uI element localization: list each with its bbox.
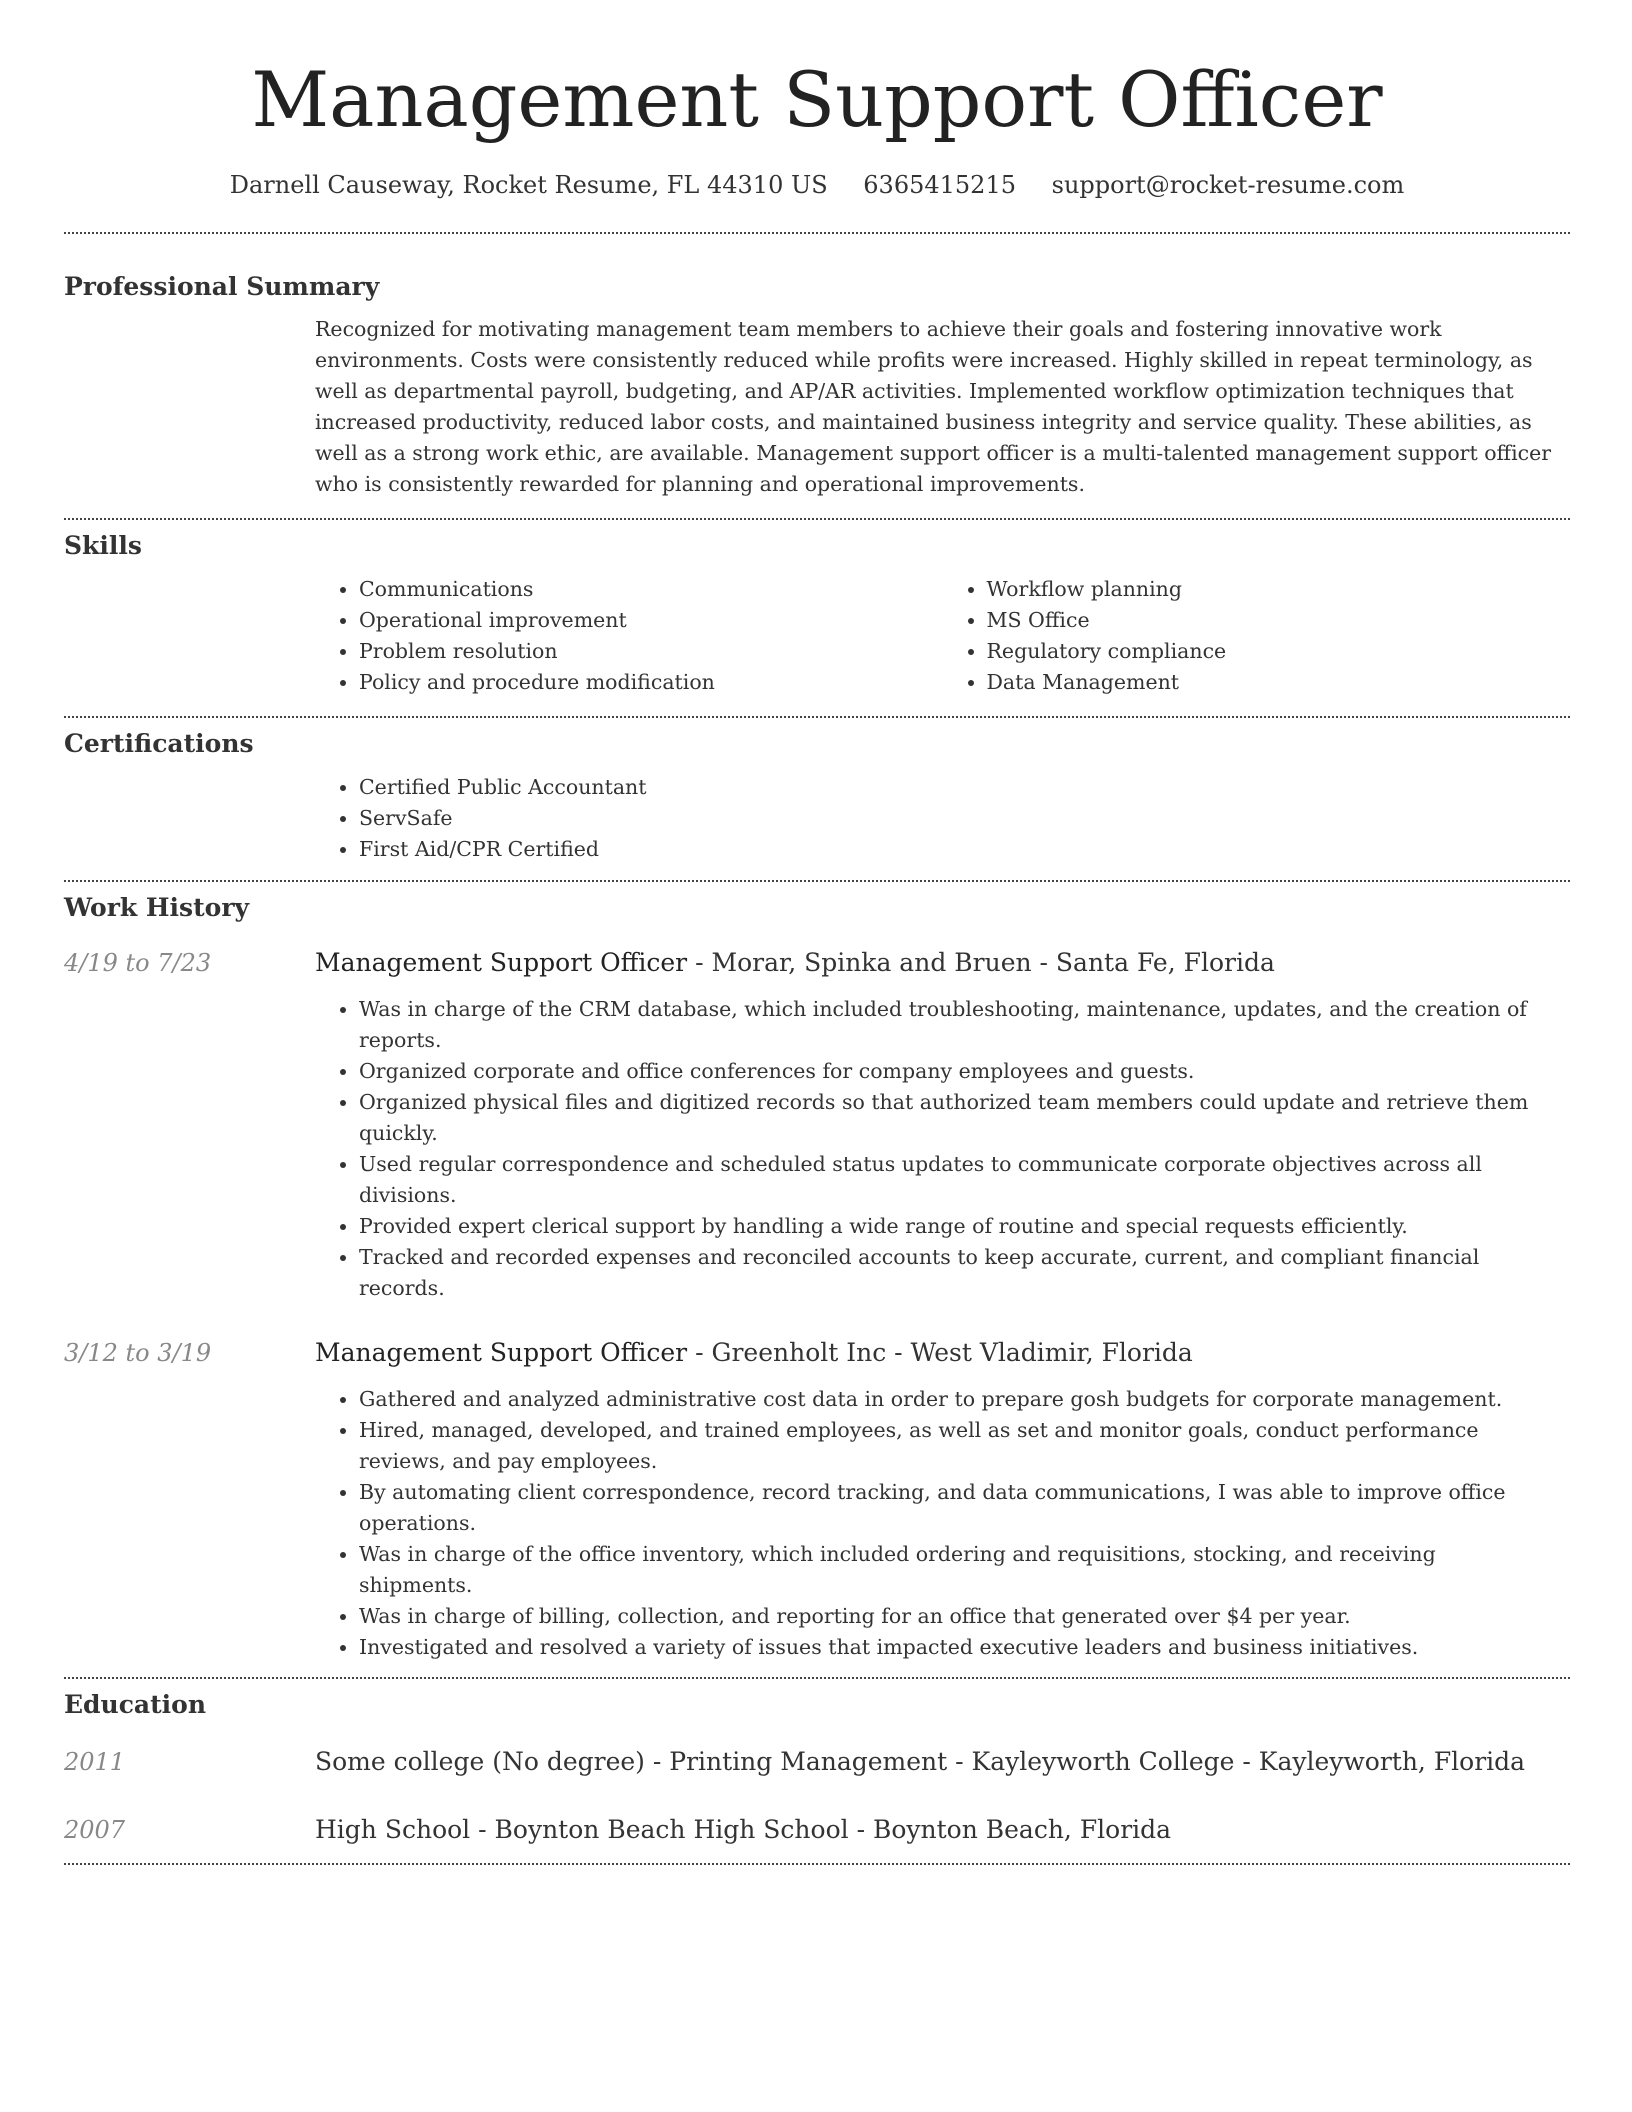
job-employer: - Greenholt Inc - West Vladimir, Florida <box>687 1338 1193 1367</box>
job-duties-list <box>315 1384 1550 1663</box>
skill-item: • Policy and procedure modification <box>359 667 943 698</box>
certification-item: • First Aid/CPR Certified <box>359 834 1570 865</box>
skills-section <box>64 529 1570 698</box>
education-entry <box>64 1813 1570 1847</box>
contact-line <box>64 168 1570 202</box>
divider <box>64 880 1570 882</box>
education-school: - Kayleyworth College - Kayleyworth, Florida <box>947 1747 1526 1776</box>
work-history-section <box>64 891 1570 1663</box>
skills-list-left <box>315 574 943 698</box>
divider <box>64 232 1570 234</box>
job-duty: • Organized physical files and digitized records so that authorized team members could update and retrieve them quickly. <box>359 1087 1550 1149</box>
phone: 6365415215 <box>863 171 1016 199</box>
job-duty: • Investigated and resolved a variety of issues that impacted executive leaders and business initiatives. <box>359 1632 1550 1663</box>
job-entry <box>64 1336 1570 1663</box>
job-title <box>315 946 1275 980</box>
education-degree: High School <box>315 1815 471 1844</box>
job-duty: • Was in charge of the office inventory, which included ordering and requisitions, stocking, and receiving shipments. <box>359 1539 1550 1601</box>
job-duty: • Used regular correspondence and scheduled status updates to communicate corporate objectives across all divisions. <box>359 1149 1550 1211</box>
education-year: 2011 <box>64 1748 126 1776</box>
job-duty: • Provided expert clerical support by handling a wide range of routine and special requests efficiently. <box>359 1211 1550 1242</box>
summary-text: Recognized for motivating management team members to achieve their goals and fostering innovative work environments. Costs were consistently reduced while profits were increased. Highly skilled in repeat terminology, as well as departmental payroll, budgeting, and AP/AR activities. Implemented workflow optimization techniques that increased productivity, reduced labor costs, and maintained business integrity and service quality. These abilities, as well as a strong work ethic, are available. Management support officer is a multi-talented management support officer who is consistently rewarded for planning and operational improvements. <box>315 317 1552 496</box>
skills-columns <box>315 574 1570 698</box>
certification-item: • ServSafe <box>359 803 1570 834</box>
education-degree: Some college (No degree) - Printing Management <box>315 1747 948 1776</box>
summary-section <box>64 270 1570 500</box>
job-duties-list <box>315 994 1550 1304</box>
skill-item: • Problem resolution <box>359 636 943 667</box>
skills-heading: Skills <box>64 531 142 560</box>
certifications-list <box>315 772 1570 865</box>
divider <box>64 716 1570 718</box>
job-dates: 4/19 to 7/23 <box>64 949 212 977</box>
job-header <box>64 946 1570 980</box>
job-entry <box>64 946 1570 1304</box>
education-school: - Boynton Beach High School - Boynton Beach, Florida <box>470 1815 1172 1844</box>
education-detail <box>315 1745 1525 1779</box>
job-bullets <box>315 994 1570 1304</box>
address: Darnell Causeway, Rocket Resume, FL 44310 US <box>229 171 828 199</box>
job-employer: - Morar, Spinka and Bruen - Santa Fe, Florida <box>687 948 1275 977</box>
divider <box>64 1863 1570 1865</box>
certifications-section <box>64 727 1570 865</box>
education-section <box>64 1688 1570 1847</box>
summary-heading: Professional Summary <box>64 272 380 301</box>
education-heading: Education <box>64 1690 207 1719</box>
job-dates: 3/12 to 3/19 <box>64 1339 212 1367</box>
work-history-heading: Work History <box>64 893 250 922</box>
education-detail <box>315 1813 1171 1847</box>
job-duty: • Gathered and analyzed administrative cost data in order to prepare gosh budgets for corporate management. <box>359 1384 1550 1415</box>
email: support@rocket-resume.com <box>1051 171 1405 199</box>
education-entry <box>64 1745 1570 1779</box>
job-duty: • Was in charge of billing, collection, and reporting for an office that generated over $4 per year. <box>359 1601 1550 1632</box>
divider <box>64 518 1570 520</box>
resume-page <box>64 0 1570 1865</box>
job-title <box>315 1336 1193 1370</box>
job-duty: • Hired, managed, developed, and trained employees, as well as set and monitor goals, conduct performance reviews, and pay employees. <box>359 1415 1550 1477</box>
job-duty: • Was in charge of the CRM database, which included troubleshooting, maintenance, updates, and the creation of reports. <box>359 994 1550 1056</box>
skill-item: • Data Management <box>987 667 1571 698</box>
job-duty: • Tracked and recorded expenses and reconciled accounts to keep accurate, current, and compliant financial records. <box>359 1242 1550 1304</box>
skill-item: • MS Office <box>987 605 1571 636</box>
job-role: Management Support Officer <box>315 948 688 977</box>
candidate-name: Management Support Officer <box>251 55 1383 144</box>
job-role: Management Support Officer <box>315 1338 688 1367</box>
job-bullets <box>315 1384 1570 1663</box>
skill-item: • Operational improvement <box>359 605 943 636</box>
education-year: 2007 <box>64 1816 126 1844</box>
job-header <box>64 1336 1570 1370</box>
certification-item: • Certified Public Accountant <box>359 772 1570 803</box>
job-duty: • Organized corporate and office conferences for company employees and guests. <box>359 1056 1550 1087</box>
skill-item: • Workflow planning <box>987 574 1571 605</box>
skill-item: • Communications <box>359 574 943 605</box>
job-duty: • By automating client correspondence, record tracking, and data communications, I was able to improve office operations. <box>359 1477 1550 1539</box>
certifications-content <box>315 772 1570 865</box>
skill-item: • Regulatory compliance <box>987 636 1571 667</box>
certifications-heading: Certifications <box>64 729 254 758</box>
skills-list-right <box>943 574 1571 698</box>
divider <box>64 1677 1570 1679</box>
